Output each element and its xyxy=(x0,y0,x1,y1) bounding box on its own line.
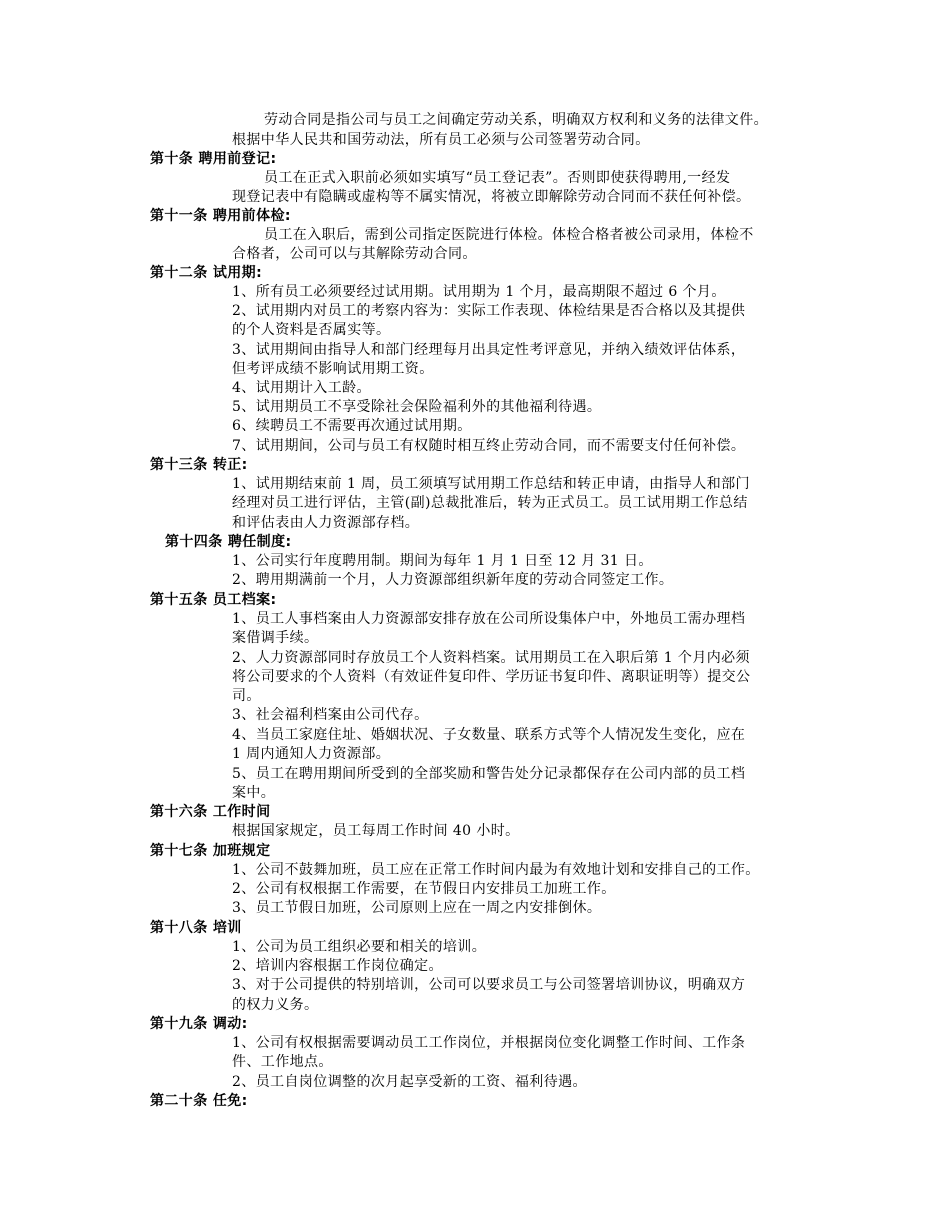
article-heading: 第十八条 培训 xyxy=(150,920,242,936)
article-heading: 第十六条 工作时间 xyxy=(150,804,271,820)
article-heading: 第十七条 加班规定 xyxy=(150,843,271,859)
list-item: 3、员工节假日加班，公司原则上应在一周之内安排倒休。 xyxy=(232,900,602,916)
list-item: 5、试用期员工不享受除社会保险福利外的其他福利待遇。 xyxy=(232,399,602,415)
list-item: 4、试用期计入工龄。 xyxy=(232,380,371,396)
list-item: 1、公司有权根据需要调动员工工作岗位，并根据岗位变化调整工作时间、工作条 xyxy=(232,1035,746,1051)
intro-line: 根据中华人民共和国劳动法，所有员工必须与公司签署劳动合同。 xyxy=(232,132,650,148)
list-item: 3、试用期间由指导人和部门经理每月出具定性考评意见，并纳入绩效评估体系， xyxy=(232,342,746,358)
list-item-cont: 和评估表由人力资源部存档。 xyxy=(232,515,420,531)
list-item: 1、公司为员工组织必要和相关的培训。 xyxy=(232,939,487,955)
list-item: 3、社会福利档案由公司代存。 xyxy=(232,707,429,723)
article-heading: 第十三条 转正: xyxy=(150,457,248,473)
article-heading: 第十条 聘用前登记: xyxy=(150,151,277,167)
paragraph-line: 合格者，公司可以与其解除劳动合同。 xyxy=(232,246,477,262)
list-item-cont: 将公司要求的个人资料（有效证件复印件、学历证书复印件、离职证明等）提交公 xyxy=(232,669,751,685)
list-item: 2、试用期内对员工的考察内容为：实际工作表现、体检结果是否合格以及其提供 xyxy=(232,303,746,319)
list-item-cont: 的权力义务。 xyxy=(232,997,319,1013)
paragraph-line: 现登记表中有隐瞒或虚构等不属实情况，将被立即解除劳动合同而不获任何补偿。 xyxy=(232,189,751,205)
article-heading: 第二十条 任免: xyxy=(150,1093,248,1109)
paragraph-line: 根据国家规定，员工每周工作时间 40 小时。 xyxy=(232,823,520,839)
paragraph-line: 员工在入职后，需到公司指定医院进行体检。体检合格者被公司录用，体检不 xyxy=(264,227,754,243)
list-item: 1、试用期结束前 1 周，员工须填写试用期工作总结和转正申请，由指导人和部门 xyxy=(232,476,750,492)
list-item: 5、员工在聘用期间所受到的全部奖励和警告处分记录都保存在公司内部的员工档 xyxy=(232,766,746,782)
list-item: 2、公司有权根据工作需要，在节假日内安排员工加班工作。 xyxy=(232,881,616,897)
list-item: 4、当员工家庭住址、婚姻状况、子女数量、联系方式等个人情况发生变化，应在 xyxy=(232,727,746,743)
list-item: 1、员工人事档案由人力资源部安排存放在公司所设集体户中，外地员工需办理档 xyxy=(232,611,746,627)
list-item-cont: 案中。 xyxy=(232,785,276,801)
list-item: 2、培训内容根据工作岗位确定。 xyxy=(232,958,443,974)
list-item: 3、对于公司提供的特别培训，公司可以要求员工与公司签署培训协议，明确双方 xyxy=(232,977,746,993)
list-item: 2、聘用期满前一个月，人力资源部组织新年度的劳动合同签定工作。 xyxy=(232,572,674,588)
article-heading: 第十五条 员工档案: xyxy=(150,592,277,608)
list-item-cont: 1 周内通知人力资源部。 xyxy=(232,746,391,762)
list-item-cont: 但考评成绩不影响试用期工资。 xyxy=(232,361,434,377)
list-item-cont: 案借调手续。 xyxy=(232,630,319,646)
list-item: 1、公司实行年度聘用制。期间为每年 1 月 1 日至 12 月 31 日。 xyxy=(232,553,653,569)
list-item: 6、续聘员工不需要再次通过试用期。 xyxy=(232,418,472,434)
article-heading: 第十一条 聘用前体检: xyxy=(150,208,291,224)
article-heading: 第十四条 聘任制度: xyxy=(165,534,292,550)
list-item: 7、试用期间，公司与员工有权随时相互终止劳动合同，而不需要支付任何补偿。 xyxy=(232,438,746,454)
list-item: 1、所有员工必须要经过试用期。试用期为 1 个月，最高期限不超过 6 个月。 xyxy=(232,284,726,300)
list-item: 2、员工自岗位调整的次月起享受新的工资、福利待遇。 xyxy=(232,1074,587,1090)
intro-line: 劳动合同是指公司与员工之间确定劳动关系，明确双方权利和义务的法律文件。 xyxy=(264,112,768,128)
article-heading: 第十二条 试用期: xyxy=(150,265,263,281)
list-item: 1、公司不鼓舞加班，员工应在正常工作时间内最为有效地计划和安排自己的工作。 xyxy=(232,862,760,878)
list-item-cont: 件、工作地点。 xyxy=(232,1054,333,1070)
paragraph-line: 员工在正式入职前必须如实填写“员工登记表”。否则即使获得聘用,一经发 xyxy=(264,170,731,186)
list-item-cont: 的个人资料是否属实等。 xyxy=(232,322,391,338)
article-heading: 第十九条 调动: xyxy=(150,1016,248,1032)
list-item-cont: 经理对员工进行评估，主管(副)总裁批准后，转为正式员工。员工试用期工作总结 xyxy=(232,495,748,511)
list-item: 2、人力资源部同时存放员工个人资料档案。试用期员工在入职后第 1 个月内必须 xyxy=(232,650,750,666)
list-item-cont: 司。 xyxy=(232,688,261,704)
